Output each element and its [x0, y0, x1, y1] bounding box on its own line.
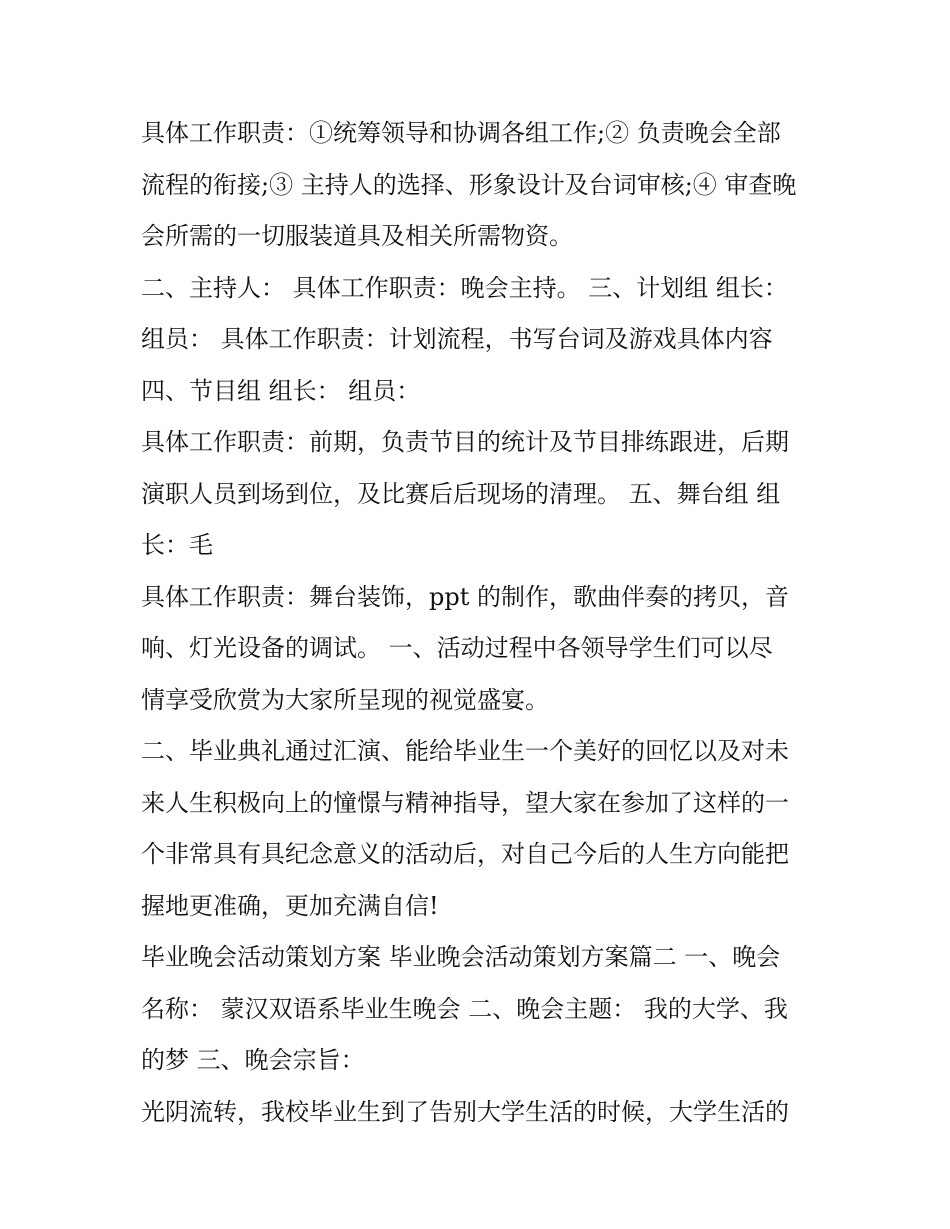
text-line: 名称： 蒙汉双语系毕业生晚会 二、晚会主题： 我的大学、我 — [141, 994, 788, 1023]
text-line: 握地更准确，更加充满自信! — [141, 891, 439, 920]
text-line: 演职人员到场到位，及比赛后后现场的清理。 五、舞台组 组 — [141, 479, 781, 508]
text-line: 光阴流转，我校毕业生到了告别大学生活的时候，大学生活的 — [141, 1097, 789, 1126]
text-line: 组员： 具体工作职责：计划流程，书写台词及游戏具体内容 — [141, 325, 773, 353]
text-line: 情享受欣赏为大家所呈现的视觉盛宴。 — [141, 685, 549, 714]
text-line: 二、主持人： 具体工作职责：晚会主持。 三、计划组 组长： — [141, 273, 788, 302]
text-line: 的梦 三、晚会宗旨： — [141, 1046, 365, 1074]
text-line: 长：毛 — [141, 531, 213, 559]
text-line: 来人生积极向上的憧憬与精神指导，望大家在参加了这样的一 — [141, 788, 789, 817]
text-line: 流程的衔接;③ 主持人的选择、形象设计及台词审核;④ 审查晚 — [141, 170, 797, 199]
text-line: 四、节目组 组长： 组员： — [141, 376, 421, 405]
text-line: 具体工作职责：舞台装饰，ppt 的制作，歌曲伴奏的拷贝，音 — [141, 582, 789, 611]
text-line: 响、灯光设备的调试。 一、活动过程中各领导学生们可以尽 — [141, 634, 773, 662]
text-line: 会所需的一切服装道具及相关所需物资。 — [141, 222, 573, 250]
text-line: 具体工作职责：①统筹领导和协调各组工作;② 负责晚会全部 — [141, 119, 781, 147]
document-body — [141, 108, 821, 1138]
text-line: 具体工作职责：前期，负责节目的统计及节目排练跟进，后期 — [141, 428, 789, 456]
text-line: 二、毕业典礼通过汇演、能给毕业生一个美好的回忆以及对未 — [141, 737, 789, 765]
text-line: 毕业晚会活动策划方案 毕业晚会活动策划方案篇二 一、晚会 — [141, 943, 781, 971]
text-line: 个非常具有具纪念意义的活动后，对自己今后的人生方向能把 — [141, 840, 789, 868]
